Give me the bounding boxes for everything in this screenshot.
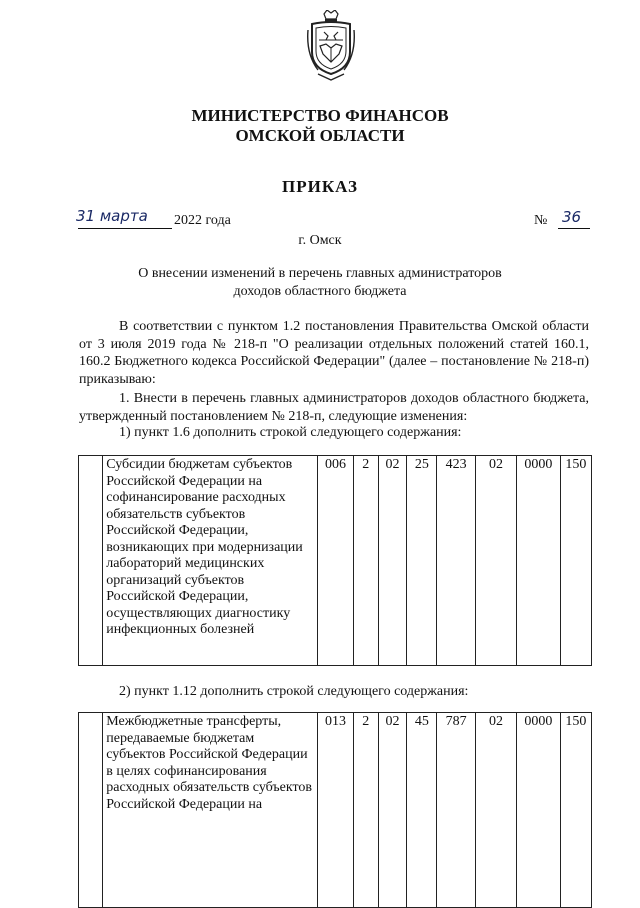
- blank-cell: [79, 713, 103, 908]
- city: г. Омск: [298, 233, 342, 248]
- coat-of-arms-icon: [306, 10, 356, 82]
- item-2: 2) пункт 1.12 дополнить строкой следующего содержания:: [119, 684, 469, 699]
- code-cell: 25: [407, 456, 437, 666]
- ministry-title: [0, 106, 640, 146]
- handwritten-date: 31 марта: [76, 207, 148, 225]
- date-number-row: [76, 207, 596, 233]
- code-cell: 423: [437, 456, 475, 666]
- table-item-1: [78, 455, 592, 666]
- code-cell: 02: [378, 713, 406, 908]
- table-row: [79, 456, 592, 666]
- code-cell: 2: [353, 713, 378, 908]
- paragraph-preamble: В соответствии с пунктом 1.2 постановления Правительства Омской области от 3 июля 2019 года № 218-п "О реализации отдельных положений статей 160.1, 160.2 Бюджетного кодекса Российской Федерации" (далее – постановление № 218-п) приказываю:: [79, 319, 589, 387]
- ministry-line-1: МИНИСТЕРСТВО ФИНАНСОВ: [191, 106, 449, 125]
- subject-line-2: доходов областного бюджета: [233, 284, 407, 299]
- code-cell: 787: [437, 713, 475, 908]
- table-item-2: [78, 712, 592, 908]
- number-label: №: [534, 213, 548, 228]
- code-cell: 45: [407, 713, 437, 908]
- date-year: 2022 года: [174, 213, 231, 228]
- description-cell: Межбюджетные трансферты, передаваемые бюджетам субъектов Российской Федерации в целях софинансирования расходных обязательств субъектов Российской Федерации на: [103, 713, 318, 908]
- order-subject: [0, 265, 640, 301]
- code-cell: 2: [353, 456, 378, 666]
- order-title: ПРИКАЗ: [282, 177, 358, 196]
- code-cell: 02: [378, 456, 406, 666]
- description-cell: Субсидии бюджетам субъектов Российской Федерации на софинансирование расходных обязательств субъектов Российской Федерации, возникающих при модернизации лабораторий медицинских организаций субъектов Российской Федерации, осуществляющих диагностику инфекционных болезней: [103, 456, 318, 666]
- code-cell: 150: [560, 713, 591, 908]
- code-cell: 02: [475, 713, 516, 908]
- ministry-line-2: ОМСКОЙ ОБЛАСТИ: [235, 126, 405, 145]
- code-cell: 013: [318, 713, 353, 908]
- paragraph-changes: 1. Внести в перечень главных администраторов доходов областного бюджета, утвержденный постановлением № 218-п, следующие изменения:: [79, 391, 589, 424]
- table-row: [79, 713, 592, 908]
- code-cell: 0000: [517, 456, 560, 666]
- blank-cell: [79, 456, 103, 666]
- date-underline: [78, 228, 172, 229]
- code-cell: 0000: [517, 713, 560, 908]
- item-1: 1) пункт 1.6 дополнить строкой следующего содержания:: [119, 425, 462, 440]
- number-underline: [558, 228, 590, 229]
- subject-line-1: О внесении изменений в перечень главных администраторов: [138, 266, 502, 281]
- code-cell: 006: [318, 456, 353, 666]
- code-cell: 02: [475, 456, 516, 666]
- code-cell: 150: [560, 456, 591, 666]
- handwritten-number: 36: [562, 208, 582, 226]
